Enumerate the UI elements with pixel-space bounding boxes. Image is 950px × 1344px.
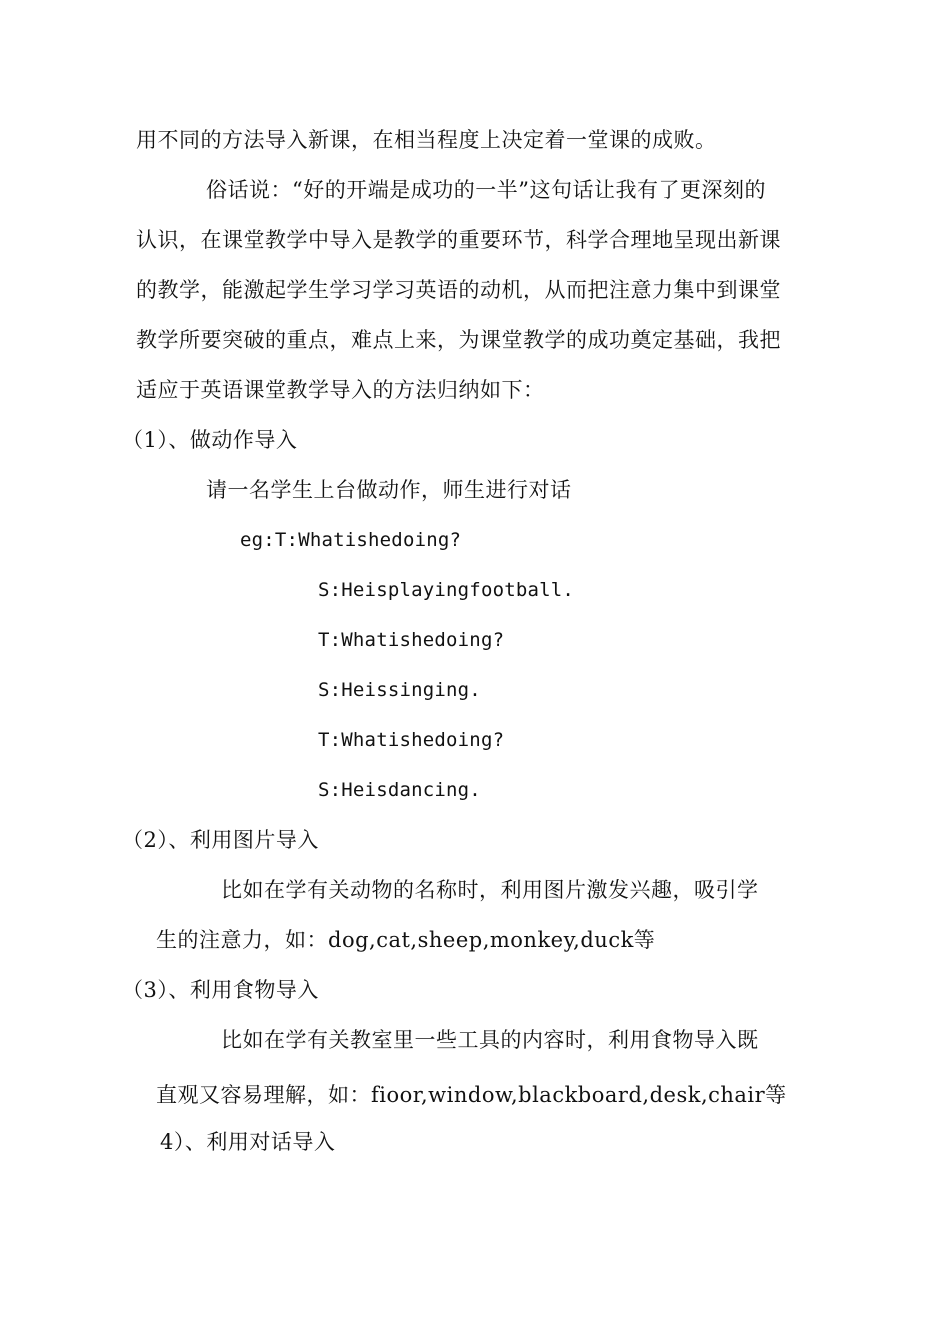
paragraph-line: 直观又容易理解，如：fioor,window,blackboard,desk,chair等 — [156, 1083, 787, 1107]
dialogue-line: S:Heisdancing. — [318, 779, 481, 801]
paragraph-line: 用不同的方法导入新课，在相当程度上决定着一堂课的成败。 — [136, 128, 717, 152]
paragraph-line: 认识，在课堂教学中导入是教学的重要环节，科学合理地呈现出新课 — [136, 228, 781, 252]
paragraph-line: 俗话说：“好的开端是成功的一半”这句话让我有了更深刻的 — [206, 178, 766, 202]
paragraph-line: 比如在学有关教室里一些工具的内容时，利用食物导入既 — [221, 1028, 759, 1052]
dialogue-line: T:Whatishedoing? — [318, 629, 505, 651]
dialogue-line: T:Whatishedoing? — [318, 729, 505, 751]
section-heading-3: （3）、利用食物导入 — [122, 978, 319, 1002]
paragraph-line: 生的注意力，如：dog,cat,sheep,monkey,duck等 — [156, 928, 656, 952]
paragraph-line: 的教学，能激起学生学习学习英语的动机，从而把注意力集中到课堂 — [136, 278, 781, 302]
dialogue-line: eg:T:Whatishedoing? — [240, 529, 462, 551]
section-heading-2: （2）、利用图片导入 — [122, 828, 319, 852]
dialogue-line: S:Heisplayingfootball. — [318, 579, 575, 601]
paragraph-line: 适应于英语课堂教学导入的方法归纳如下： — [136, 378, 545, 402]
dialogue-line: S:Heissinging. — [318, 679, 481, 701]
section-heading-1: （1）、做动作导入 — [122, 428, 298, 452]
paragraph-line: 比如在学有关动物的名称时，利用图片激发兴趣，吸引学 — [221, 878, 759, 902]
paragraph-line: 教学所要突破的重点，难点上来，为课堂教学的成功奠定基础，我把 — [136, 328, 781, 352]
paragraph-line: 请一名学生上台做动作，师生进行对话 — [206, 478, 572, 502]
section-heading-4: 4）、利用对话导入 — [160, 1130, 336, 1154]
